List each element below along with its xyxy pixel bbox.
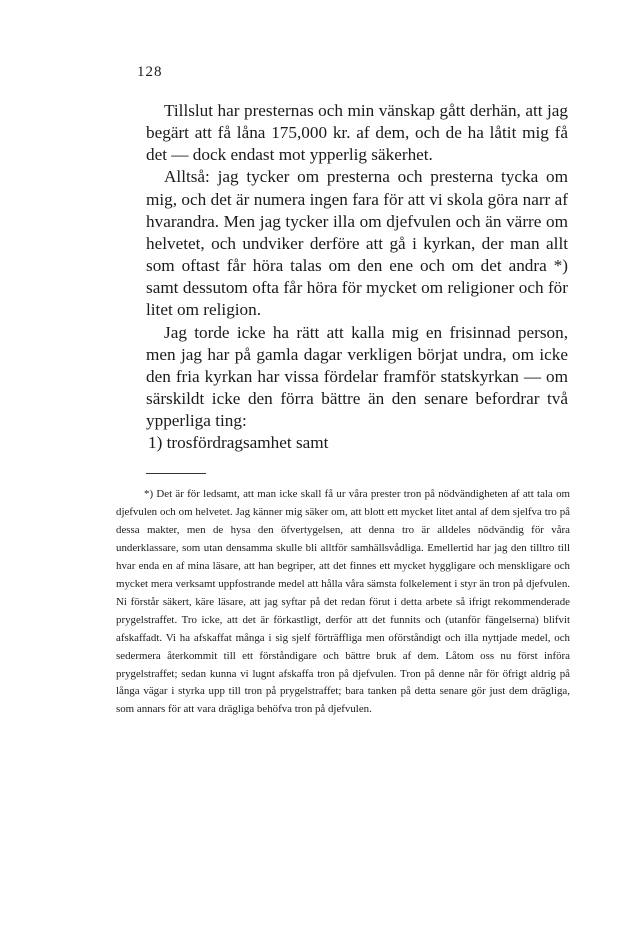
paragraph-2: Alltså: jag tycker om presterna och presterna tycka om mig, och det är numera ingen fara för att vi skola göra narr af hvarandra. Men jag tycker illa om djefvulen och än värre om helvetet, och undviker derföre att gå i kyrkan, der man allt som oftast får höra talas om den ene och om det andra *) samt dessutom ofta får höra för mycket om religioner och för litet om religion. <box>146 167 568 320</box>
paragraph-1: Tillslut har presternas och min vänskap gått derhän, att jag begärt att få låna 175,000 kr. af dem, och de ha låtit mig få det — dock endast mot ypperlig säkerhet. <box>146 101 568 165</box>
footnote <box>116 486 570 719</box>
list-item-1: 1) trosfördragsamhet samt <box>148 433 329 453</box>
footnote-divider <box>146 473 206 474</box>
footnote-text: *) Det är för ledsamt, att man icke skall få ur våra prester tron på nödvändigheten af att tala om djefvulen och om helvetet. Jag känner mig säker om, att blott ett mycket litet antal af dem sjelfva tro på dessa makter, men de hysa den öfvertygelsen, att denna tro är alldeles nödvändig för våra underklassare, som utan densamma skulle bli alltför samhällsvådliga. Emellertid har jag den tilltro till hvar enda en af mina läsare, att han begriper, att det finnes ett mycket hyggligare och menskligare och mycket mera verksamt uppfostrande medel att hålla våra sämsta folkelement i styr än tron på djefvulen. Ni förstår säkert, käre läsare, att jag syftar på det redan förut i detta arbete så ifrigt rekommenderade prygelstraffet. Tro icke, att det är förkastligt, derför att det funnits och (utanför fängelserna) blifvit afskaffadt. Vi ha afskaffat många i sig sjelf förträffliga men oförståndigt och illa nyttjade medel, och sedermera återkommit till ett förståndigare och bättre bruk af dem. Låtom oss nu först införa prygelstraffet; sedan kunna vi lugnt afskaffa tron på djefvulen. Tron på denne når för öfrigt aldrig på långa vägar i styrka upp till tron på prygelstraffet; bara tanken på detta senare gör just dem drägliga, som annars för att vara drägliga behöfva tron på djefvulen. <box>116 488 570 716</box>
page-number: 128 <box>137 64 163 80</box>
paragraph-3: Jag torde icke ha rätt att kalla mig en frisinnad person, men jag har på gamla dagar verkligen börjat undra, om icke den fria kyrkan har vissa fördelar framför statskyrkan — om särskildt icke den förra bättre än den senare befordrar två ypperliga ting: <box>146 322 568 431</box>
main-text <box>146 100 568 455</box>
